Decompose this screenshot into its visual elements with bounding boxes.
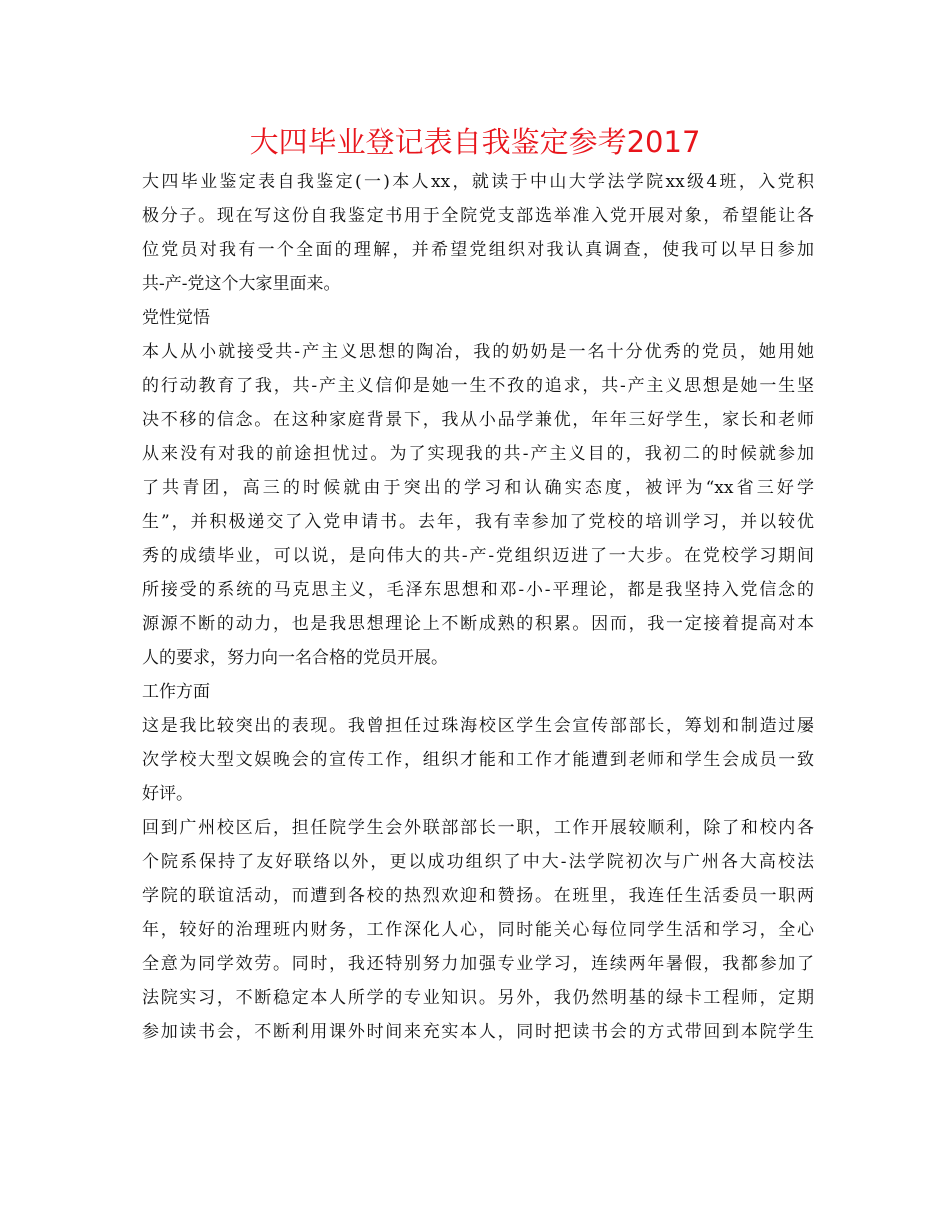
paragraph-line: 年，较好的治理班内财务，工作深化人心，同时能关心每位同学生活和学习，全心 [142, 920, 814, 940]
paragraph-line: 个院系保持了友好联络以外，更以成功组织了中大-法学院初次与广州各大高校法 [142, 852, 814, 872]
paragraph-line: 次学校大型文娱晚会的宣传工作，组织才能和工作才能遭到老师和学生会成员一致 [142, 750, 814, 770]
paragraph-line: 人的要求，努力向一名合格的党员开展。 [142, 648, 448, 668]
paragraph-line: 本人从小就接受共-产主义思想的陶冶，我的奶奶是一名十分优秀的党员，她用她 [142, 342, 814, 362]
paragraph-line: 位党员对我有一个全面的理解，并希望党组织对我认真调查，使我可以早日参加 [142, 240, 814, 260]
paragraph-line: 法院实习，不断稳定本人所学的专业知识。另外，我仍然明基的绿卡工程师，定期 [142, 988, 814, 1008]
paragraph-line: 党性觉悟 [142, 308, 210, 328]
paragraph-line: 工作方面 [142, 682, 210, 702]
paragraph-line: 这是我比较突出的表现。我曾担任过珠海校区学生会宣传部部长，筹划和制造过屡 [142, 716, 814, 736]
paragraph-line: 的行动教育了我，共-产主义信仰是她一生不孜的追求，共-产主义思想是她一生坚 [142, 376, 814, 396]
paragraph-line: 参加读书会，不断利用课外时间来充实本人，同时把读书会的方式带回到本院学生 [142, 1022, 814, 1042]
paragraph-line: 回到广州校区后，担任院学生会外联部部长一职，工作开展较顺利，除了和校内各 [142, 818, 814, 838]
document-title: 大四毕业登记表自我鉴定参考2017 [249, 125, 701, 159]
paragraph-line: 源源不断的动力，也是我思想理论上不断成熟的积累。因而，我一定接着提高对本 [142, 614, 814, 634]
paragraph-line: 全意为同学效劳。同时，我还特别努力加强专业学习，连续两年暑假，我都参加了 [142, 954, 814, 974]
paragraph-line: 所接受的系统的马克思主义，毛泽东思想和邓-小-平理论，都是我坚持入党信念的 [142, 580, 814, 600]
paragraph-line: 学院的联谊活动，而遭到各校的热烈欢迎和赞扬。在班里，我连任生活委员一职两 [142, 886, 814, 906]
paragraph-line: 极分子。现在写这份自我鉴定书用于全院党支部选举准入党开展对象，希望能让各 [142, 206, 814, 226]
paragraph-line: 好评。 [142, 784, 193, 804]
paragraph-line: 了共青团，高三的时候就由于突出的学习和认确实态度，被评为“xx省三好学 [142, 478, 814, 498]
document-body [142, 165, 814, 1049]
paragraph-line: 从来没有对我的前途担忧过。为了实现我的共-产主义目的，我初二的时候就参加 [142, 444, 814, 464]
paragraph-line: 大四毕业鉴定表自我鉴定(一)本人xx，就读于中山大学法学院xx级4班，入党积 [142, 172, 814, 192]
paragraph-line: 决不移的信念。在这种家庭背景下，我从小品学兼优，年年三好学生，家长和老师 [142, 410, 814, 430]
paragraph-line: 生”，并积极递交了入党申请书。去年，我有幸参加了党校的培训学习，并以较优 [142, 512, 814, 532]
paragraph-line: 共-产-党这个大家里面来。 [142, 274, 341, 294]
paragraph-line: 秀的成绩毕业，可以说，是向伟大的共-产-党组织迈进了一大步。在党校学习期间 [142, 546, 814, 566]
